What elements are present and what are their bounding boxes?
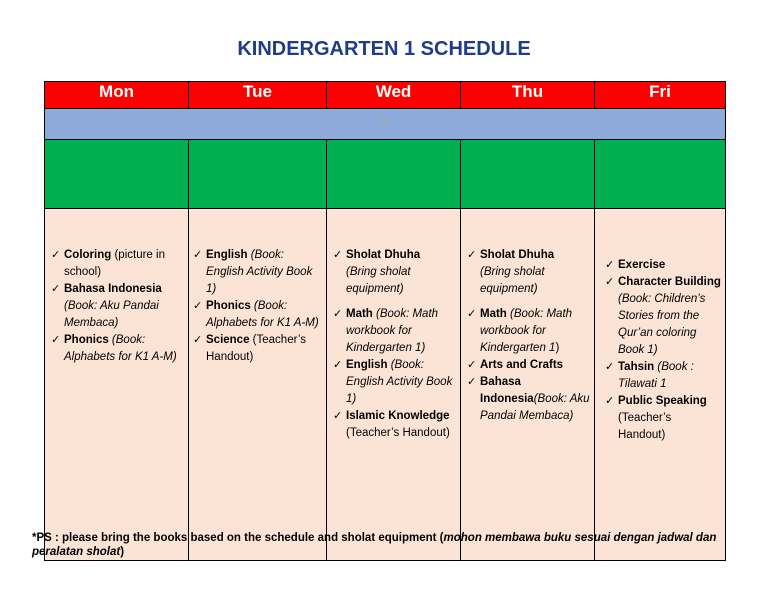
check-icon: ✓ bbox=[467, 359, 477, 371]
list-item: ✓ English (Book: English Activity Book 1) bbox=[333, 359, 453, 405]
list-item: ✓ Exercise bbox=[603, 257, 721, 274]
tue-cell bbox=[189, 209, 327, 561]
list-item: ✓ Islamic Knowledge (Teacher’s Handout) bbox=[333, 410, 450, 439]
green-cell bbox=[189, 140, 327, 209]
green-cell bbox=[327, 140, 461, 209]
check-icon: ✓ bbox=[193, 249, 203, 261]
list-item: ✓ Phonics (Book: Alphabets for K1 A-M) bbox=[193, 300, 319, 329]
check-icon: ✓ bbox=[333, 410, 343, 422]
green-cell bbox=[461, 140, 595, 209]
check-icon: ✓ bbox=[333, 249, 343, 261]
day-header-mon: Mon bbox=[45, 82, 189, 109]
day-header-fri: Fri bbox=[595, 82, 726, 109]
content-row bbox=[45, 209, 726, 561]
day-header-thu: Thu bbox=[461, 82, 595, 109]
wed-cell bbox=[327, 209, 461, 561]
green-cell bbox=[45, 140, 189, 209]
list-item: ✓ Arts and Crafts bbox=[465, 357, 590, 374]
list-item: ✓ Math (Book: Math workbook for Kindergarten 1) bbox=[333, 308, 439, 354]
list-item: ✓ Tahsin (Book : Tilawati 1 bbox=[605, 361, 694, 390]
check-icon: ✓ bbox=[193, 334, 203, 346]
list-item: ✓ Math (Book: Math workbook for Kindergarten 1) bbox=[467, 308, 573, 354]
blue-band-row bbox=[45, 109, 726, 140]
check-icon: ✓ bbox=[51, 283, 61, 295]
green-band-row bbox=[45, 140, 726, 209]
list-item: ✓ Science (Teacher’s Handout) bbox=[193, 334, 306, 363]
list-item: ✓ Public Speaking (Teacher’s Handout) bbox=[605, 395, 707, 441]
check-icon: ✓ bbox=[51, 249, 61, 261]
ps-note: *PS : please bring the books based on the schedule and sholat equipment (mohon membawa buku sesuai dengan jadwal dan peralatan sholat) bbox=[32, 532, 717, 558]
check-icon: ✓ bbox=[333, 359, 343, 371]
list-item: ✓ Bahasa Indonesia(Book: Aku Pandai Membaca) bbox=[467, 376, 590, 422]
list-item: ✓ Sholat Dhuha (Bring sholat equipment) bbox=[333, 249, 421, 295]
mon-cell bbox=[45, 209, 189, 561]
page-title: KINDERGARTEN 1 SCHEDULE bbox=[237, 38, 531, 60]
check-icon: ✓ bbox=[467, 249, 477, 261]
check-icon: ✓ bbox=[605, 276, 615, 288]
check-icon: ✓ bbox=[51, 334, 61, 346]
day-header-row bbox=[45, 82, 726, 109]
check-icon: ✓ bbox=[605, 259, 615, 271]
check-icon: ✓ bbox=[193, 300, 203, 312]
check-icon: ✓ bbox=[333, 308, 343, 320]
check-icon: ✓ bbox=[605, 395, 615, 407]
day-header-wed: Wed bbox=[327, 82, 461, 109]
list-item: ✓ Phonics (Book: Alphabets for K1 A-M) bbox=[51, 334, 177, 363]
list-item: ✓ Coloring (picture in school) bbox=[51, 249, 165, 278]
day-header-tue: Tue bbox=[189, 82, 327, 109]
check-icon: ✓ bbox=[467, 308, 477, 320]
list-item: ✓ Character Building (Book: Children’s Stories from the Qur’an coloring Book 1) bbox=[605, 276, 721, 356]
list-item: ✓ Bahasa Indonesia (Book: Aku Pandai Membaca) bbox=[51, 283, 162, 329]
check-icon: ✓ bbox=[605, 361, 615, 373]
check-icon: ✓ bbox=[467, 376, 477, 388]
fri-cell bbox=[595, 209, 726, 561]
thu-cell bbox=[461, 209, 595, 561]
schedule-table bbox=[44, 81, 726, 561]
list-item: ✓ English (Book: English Activity Book 1) bbox=[193, 249, 313, 295]
green-cell bbox=[595, 140, 726, 209]
list-item: ✓ Sholat Dhuha (Bring sholat equipment) bbox=[467, 249, 555, 295]
blue-band-mark: _ bbox=[45, 109, 726, 140]
